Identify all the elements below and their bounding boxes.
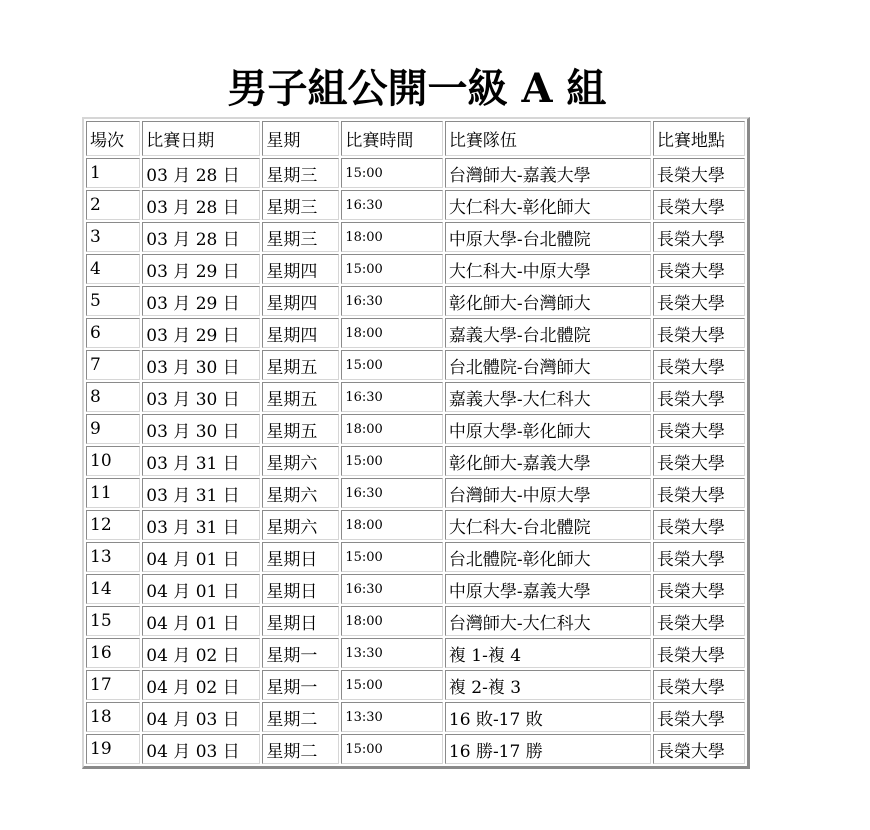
- cell-location: 長榮大學: [653, 702, 745, 732]
- cell-match-no: 1: [86, 158, 140, 188]
- cell-location: 長榮大學: [653, 670, 745, 700]
- cell-location: 長榮大學: [653, 222, 745, 252]
- cell-match-no: 19: [86, 734, 140, 764]
- cell-location: 長榮大學: [653, 446, 745, 476]
- schedule-body: [86, 158, 745, 764]
- page-title: 男子組公開一級 A 組: [227, 65, 607, 112]
- table-row: [86, 574, 745, 604]
- header-time: 比賽時間: [341, 121, 443, 156]
- cell-location: 長榮大學: [653, 350, 745, 380]
- cell-time: 15:00: [341, 734, 443, 764]
- cell-date: 03 月 31 日: [142, 446, 260, 476]
- table-row: [86, 606, 745, 636]
- cell-match-no: 4: [86, 254, 140, 284]
- cell-teams: 台北體院-彰化師大: [445, 542, 651, 572]
- table-row: [86, 414, 745, 444]
- cell-location: 長榮大學: [653, 542, 745, 572]
- cell-match-no: 16: [86, 638, 140, 668]
- cell-teams: 中原大學-台北體院: [445, 222, 651, 252]
- cell-match-no: 13: [86, 542, 140, 572]
- cell-location: 長榮大學: [653, 158, 745, 188]
- cell-date: 04 月 01 日: [142, 542, 260, 572]
- cell-weekday: 星期六: [262, 478, 339, 508]
- header-teams: 比賽隊伍: [445, 121, 651, 156]
- cell-match-no: 9: [86, 414, 140, 444]
- cell-teams: 大仁科大-台北體院: [445, 510, 651, 540]
- schedule-table: [82, 117, 750, 769]
- cell-weekday: 星期二: [262, 702, 339, 732]
- cell-teams: 16 勝-17 勝: [445, 734, 651, 764]
- cell-location: 長榮大學: [653, 638, 745, 668]
- table-row: [86, 702, 745, 732]
- table-row: [86, 670, 745, 700]
- cell-date: 03 月 29 日: [142, 318, 260, 348]
- cell-time: 18:00: [341, 606, 443, 636]
- table-row: [86, 286, 745, 316]
- cell-weekday: 星期四: [262, 318, 339, 348]
- cell-match-no: 18: [86, 702, 140, 732]
- cell-teams: 複 1-複 4: [445, 638, 651, 668]
- cell-time: 18:00: [341, 414, 443, 444]
- cell-match-no: 17: [86, 670, 140, 700]
- table-row: [86, 382, 745, 412]
- cell-weekday: 星期五: [262, 350, 339, 380]
- cell-teams: 16 敗-17 敗: [445, 702, 651, 732]
- table-row: [86, 350, 745, 380]
- header-date: 比賽日期: [142, 121, 260, 156]
- table-row: [86, 510, 745, 540]
- table-row: [86, 542, 745, 572]
- cell-date: 03 月 28 日: [142, 190, 260, 220]
- cell-weekday: 星期三: [262, 158, 339, 188]
- cell-teams: 大仁科大-彰化師大: [445, 190, 651, 220]
- table-row: [86, 190, 745, 220]
- cell-match-no: 2: [86, 190, 140, 220]
- cell-weekday: 星期六: [262, 510, 339, 540]
- table-row: [86, 478, 745, 508]
- cell-teams: 中原大學-嘉義大學: [445, 574, 651, 604]
- cell-teams: 彰化師大-嘉義大學: [445, 446, 651, 476]
- cell-weekday: 星期日: [262, 542, 339, 572]
- cell-teams: 大仁科大-中原大學: [445, 254, 651, 284]
- cell-location: 長榮大學: [653, 318, 745, 348]
- cell-match-no: 12: [86, 510, 140, 540]
- header-weekday: 星期: [262, 121, 339, 156]
- cell-match-no: 7: [86, 350, 140, 380]
- table-row: [86, 446, 745, 476]
- cell-match-no: 5: [86, 286, 140, 316]
- cell-time: 15:00: [341, 158, 443, 188]
- cell-weekday: 星期五: [262, 382, 339, 412]
- table-row: [86, 158, 745, 188]
- cell-date: 04 月 01 日: [142, 606, 260, 636]
- cell-match-no: 6: [86, 318, 140, 348]
- cell-location: 長榮大學: [653, 606, 745, 636]
- table-header-row: [86, 121, 745, 156]
- cell-time: 18:00: [341, 510, 443, 540]
- cell-time: 18:00: [341, 222, 443, 252]
- cell-time: 15:00: [341, 542, 443, 572]
- cell-teams: 彰化師大-台灣師大: [445, 286, 651, 316]
- cell-date: 04 月 01 日: [142, 574, 260, 604]
- cell-time: 15:00: [341, 670, 443, 700]
- cell-teams: 嘉義大學-台北體院: [445, 318, 651, 348]
- table-row: [86, 734, 745, 764]
- cell-match-no: 8: [86, 382, 140, 412]
- header-location: 比賽地點: [653, 121, 745, 156]
- cell-time: 15:00: [341, 446, 443, 476]
- cell-weekday: 星期三: [262, 190, 339, 220]
- cell-location: 長榮大學: [653, 414, 745, 444]
- cell-time: 15:00: [341, 254, 443, 284]
- cell-location: 長榮大學: [653, 574, 745, 604]
- table-row: [86, 254, 745, 284]
- cell-time: 16:30: [341, 286, 443, 316]
- cell-weekday: 星期六: [262, 446, 339, 476]
- table-row: [86, 222, 745, 252]
- cell-teams: 台灣師大-嘉義大學: [445, 158, 651, 188]
- cell-match-no: 14: [86, 574, 140, 604]
- cell-time: 16:30: [341, 478, 443, 508]
- cell-weekday: 星期三: [262, 222, 339, 252]
- cell-teams: 台灣師大-中原大學: [445, 478, 651, 508]
- cell-weekday: 星期一: [262, 638, 339, 668]
- cell-location: 長榮大學: [653, 190, 745, 220]
- cell-time: 15:00: [341, 350, 443, 380]
- cell-match-no: 15: [86, 606, 140, 636]
- cell-date: 03 月 30 日: [142, 382, 260, 412]
- cell-teams: 台北體院-台灣師大: [445, 350, 651, 380]
- cell-date: 03 月 30 日: [142, 414, 260, 444]
- cell-date: 03 月 29 日: [142, 254, 260, 284]
- cell-weekday: 星期五: [262, 414, 339, 444]
- cell-date: 03 月 31 日: [142, 510, 260, 540]
- table-row: [86, 318, 745, 348]
- cell-location: 長榮大學: [653, 734, 745, 764]
- cell-match-no: 11: [86, 478, 140, 508]
- cell-time: 16:30: [341, 190, 443, 220]
- cell-match-no: 3: [86, 222, 140, 252]
- cell-teams: 複 2-複 3: [445, 670, 651, 700]
- cell-location: 長榮大學: [653, 478, 745, 508]
- cell-date: 03 月 30 日: [142, 350, 260, 380]
- cell-date: 03 月 29 日: [142, 286, 260, 316]
- cell-weekday: 星期日: [262, 606, 339, 636]
- cell-time: 16:30: [341, 382, 443, 412]
- cell-date: 04 月 03 日: [142, 702, 260, 732]
- cell-weekday: 星期四: [262, 286, 339, 316]
- cell-location: 長榮大學: [653, 286, 745, 316]
- cell-weekday: 星期日: [262, 574, 339, 604]
- cell-date: 04 月 02 日: [142, 638, 260, 668]
- cell-location: 長榮大學: [653, 510, 745, 540]
- cell-teams: 嘉義大學-大仁科大: [445, 382, 651, 412]
- cell-date: 04 月 02 日: [142, 670, 260, 700]
- cell-date: 03 月 28 日: [142, 158, 260, 188]
- cell-match-no: 10: [86, 446, 140, 476]
- cell-teams: 台灣師大-大仁科大: [445, 606, 651, 636]
- cell-time: 13:30: [341, 702, 443, 732]
- cell-time: 18:00: [341, 318, 443, 348]
- table-row: [86, 638, 745, 668]
- cell-date: 04 月 03 日: [142, 734, 260, 764]
- cell-weekday: 星期一: [262, 670, 339, 700]
- cell-time: 13:30: [341, 638, 443, 668]
- cell-date: 03 月 28 日: [142, 222, 260, 252]
- cell-location: 長榮大學: [653, 382, 745, 412]
- cell-date: 03 月 31 日: [142, 478, 260, 508]
- cell-location: 長榮大學: [653, 254, 745, 284]
- cell-weekday: 星期二: [262, 734, 339, 764]
- cell-weekday: 星期四: [262, 254, 339, 284]
- cell-time: 16:30: [341, 574, 443, 604]
- header-match-no: 場次: [86, 121, 140, 156]
- cell-teams: 中原大學-彰化師大: [445, 414, 651, 444]
